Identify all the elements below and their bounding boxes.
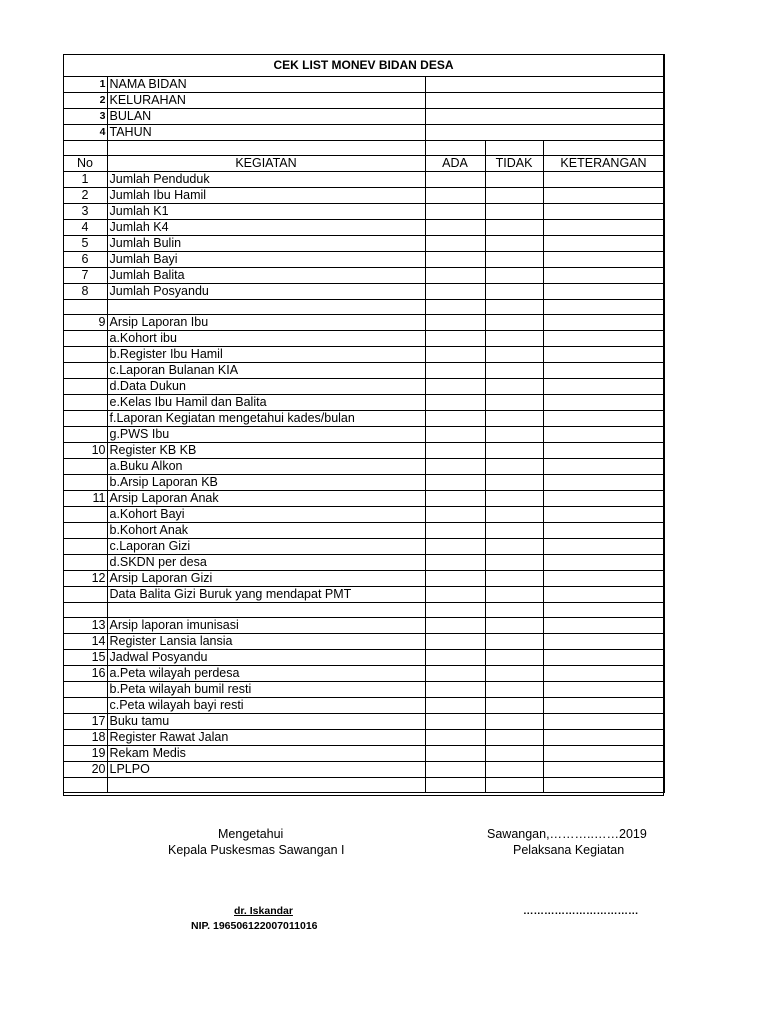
row-number [63, 426, 107, 442]
row-kegiatan: b.Peta wilayah bumil resti [107, 681, 425, 697]
place-date-label: Sawangan,………..……2019 [487, 827, 647, 841]
row-ada-cell [425, 602, 485, 617]
identity-row [63, 108, 664, 124]
identity-value-cell [425, 124, 664, 140]
row-tidak-cell [485, 235, 543, 251]
row-kegiatan: a.Kohort Bayi [107, 506, 425, 522]
row-keterangan-cell [543, 458, 664, 474]
row-kegiatan: Jumlah Bayi [107, 251, 425, 267]
row-keterangan-cell [543, 761, 664, 777]
table-row [63, 633, 664, 649]
row-kegiatan: c.Laporan Gizi [107, 538, 425, 554]
row-kegiatan: Buku tamu [107, 713, 425, 729]
row-kegiatan: a.Peta wilayah perdesa [107, 665, 425, 681]
row-kegiatan: a.Kohort ibu [107, 330, 425, 346]
row-number: 10 [63, 442, 107, 458]
row-number: 16 [63, 665, 107, 681]
row-number: 5 [63, 235, 107, 251]
row-number [63, 362, 107, 378]
table-row [63, 697, 664, 713]
row-number: 9 [63, 314, 107, 330]
row-tidak-cell [485, 426, 543, 442]
table-row [63, 586, 664, 602]
row-kegiatan: Jumlah Balita [107, 267, 425, 283]
row-keterangan-cell [543, 665, 664, 681]
row-keterangan-cell [543, 506, 664, 522]
table-row [63, 442, 664, 458]
row-ada-cell [425, 633, 485, 649]
row-kegiatan: d.Data Dukun [107, 378, 425, 394]
row-kegiatan: Jadwal Posyandu [107, 649, 425, 665]
row-tidak-cell [485, 490, 543, 506]
row-tidak-cell [485, 203, 543, 219]
row-kegiatan: Jumlah Ibu Hamil [107, 187, 425, 203]
row-number [63, 378, 107, 394]
table-row [63, 187, 664, 203]
row-keterangan-cell [543, 346, 664, 362]
kepala-puskesmas-label: Kepala Puskesmas Sawangan I [168, 843, 345, 857]
row-keterangan-cell [543, 410, 664, 426]
row-keterangan-cell [543, 426, 664, 442]
identity-label: TAHUN [107, 124, 425, 140]
row-ada-cell [425, 570, 485, 586]
row-ada-cell [425, 442, 485, 458]
row-tidak-cell [485, 346, 543, 362]
row-number: 6 [63, 251, 107, 267]
row-ada-cell [425, 458, 485, 474]
row-ada-cell [425, 267, 485, 283]
row-tidak-cell [485, 633, 543, 649]
row-number: 18 [63, 729, 107, 745]
row-keterangan-cell [543, 267, 664, 283]
row-number: 3 [63, 203, 107, 219]
row-tidak-cell [485, 777, 543, 792]
row-number: 4 [63, 219, 107, 235]
row-tidak-cell [485, 442, 543, 458]
table-row [63, 362, 664, 378]
identity-number: 1 [63, 76, 107, 92]
row-keterangan-cell [543, 251, 664, 267]
table-row [63, 602, 664, 617]
row-ada-cell [425, 410, 485, 426]
row-keterangan-cell [543, 299, 664, 314]
row-ada-cell [425, 761, 485, 777]
table-row [63, 314, 664, 330]
row-number [63, 777, 107, 792]
identity-number: 4 [63, 124, 107, 140]
checklist-table [63, 54, 665, 793]
table-row [63, 330, 664, 346]
row-ada-cell [425, 394, 485, 410]
identity-row [63, 124, 664, 140]
identity-label: KELURAHAN [107, 92, 425, 108]
table-row [63, 554, 664, 570]
row-tidak-cell [485, 378, 543, 394]
row-kegiatan: Register KB KB [107, 442, 425, 458]
row-ada-cell [425, 538, 485, 554]
row-kegiatan: e.Kelas Ibu Hamil dan Balita [107, 394, 425, 410]
row-tidak-cell [485, 299, 543, 314]
row-ada-cell [425, 665, 485, 681]
table-row [63, 299, 664, 314]
row-keterangan-cell [543, 649, 664, 665]
spacer-row [63, 140, 664, 155]
table-row [63, 506, 664, 522]
keterangan-cell [543, 140, 664, 155]
row-keterangan-cell [543, 617, 664, 633]
row-ada-cell [425, 426, 485, 442]
row-ada-cell [425, 617, 485, 633]
kegiatan-cell [107, 140, 425, 155]
row-keterangan-cell [543, 586, 664, 602]
table-row [63, 681, 664, 697]
row-kegiatan: Jumlah K1 [107, 203, 425, 219]
row-number [63, 538, 107, 554]
table-row [63, 394, 664, 410]
identity-value-cell [425, 92, 664, 108]
row-tidak-cell [485, 171, 543, 187]
row-keterangan-cell [543, 538, 664, 554]
row-number: 11 [63, 490, 107, 506]
tidak-cell [485, 140, 543, 155]
row-kegiatan: Data Balita Gizi Buruk yang mendapat PMT [107, 586, 425, 602]
row-number: 2 [63, 187, 107, 203]
table-row [63, 203, 664, 219]
table-row [63, 474, 664, 490]
row-tidak-cell [485, 665, 543, 681]
row-ada-cell [425, 219, 485, 235]
row-kegiatan: f.Laporan Kegiatan mengetahui kades/bulan [107, 410, 425, 426]
row-tidak-cell [485, 602, 543, 617]
row-ada-cell [425, 649, 485, 665]
row-tidak-cell [485, 267, 543, 283]
row-ada-cell [425, 554, 485, 570]
identity-value-cell [425, 108, 664, 124]
row-kegiatan: Rekam Medis [107, 745, 425, 761]
column-header-ada: ADA [425, 155, 485, 171]
row-ada-cell [425, 777, 485, 792]
row-tidak-cell [485, 219, 543, 235]
row-keterangan-cell [543, 681, 664, 697]
row-number [63, 299, 107, 314]
row-kegiatan: Jumlah Penduduk [107, 171, 425, 187]
row-keterangan-cell [543, 474, 664, 490]
row-kegiatan: Jumlah Bulin [107, 235, 425, 251]
row-ada-cell [425, 171, 485, 187]
table-row [63, 219, 664, 235]
row-keterangan-cell [543, 394, 664, 410]
row-tidak-cell [485, 745, 543, 761]
row-kegiatan: a.Buku Alkon [107, 458, 425, 474]
row-tidak-cell [485, 538, 543, 554]
table-row [63, 649, 664, 665]
row-ada-cell [425, 251, 485, 267]
row-tidak-cell [485, 697, 543, 713]
row-ada-cell [425, 506, 485, 522]
row-ada-cell [425, 586, 485, 602]
signer-name: dr. Iskandar [234, 905, 293, 917]
table-row [63, 458, 664, 474]
column-header-no: No [63, 155, 107, 171]
row-ada-cell [425, 187, 485, 203]
signer-nip: NIP. 196506122007011016 [191, 920, 318, 932]
mengetahui-label: Mengetahui [218, 827, 284, 841]
table-row [63, 761, 664, 777]
row-kegiatan [107, 777, 425, 792]
table-row [63, 410, 664, 426]
row-ada-cell [425, 697, 485, 713]
table-row [63, 346, 664, 362]
row-keterangan-cell [543, 235, 664, 251]
row-number [63, 506, 107, 522]
row-keterangan-cell [543, 362, 664, 378]
row-number [63, 458, 107, 474]
row-tidak-cell [485, 617, 543, 633]
column-header-tidak: TIDAK [485, 155, 543, 171]
document-title: CEK LIST MONEV BIDAN DESA [63, 54, 664, 76]
row-kegiatan: c.Laporan Bulanan KIA [107, 362, 425, 378]
row-tidak-cell [485, 554, 543, 570]
row-number [63, 330, 107, 346]
identity-label: NAMA BIDAN [107, 76, 425, 92]
row-tidak-cell [485, 713, 543, 729]
row-tidak-cell [485, 729, 543, 745]
executor-name-placeholder: …………………………… [523, 905, 639, 917]
row-tidak-cell [485, 314, 543, 330]
table-row [63, 617, 664, 633]
row-kegiatan: Register Rawat Jalan [107, 729, 425, 745]
row-keterangan-cell [543, 697, 664, 713]
row-keterangan-cell [543, 283, 664, 299]
row-number [63, 681, 107, 697]
row-keterangan-cell [543, 442, 664, 458]
row-tidak-cell [485, 410, 543, 426]
row-ada-cell [425, 283, 485, 299]
column-header-kegiatan: KEGIATAN [107, 155, 425, 171]
row-tidak-cell [485, 330, 543, 346]
row-kegiatan [107, 602, 425, 617]
row-tidak-cell [485, 506, 543, 522]
table-row [63, 522, 664, 538]
row-tidak-cell [485, 474, 543, 490]
row-number [63, 346, 107, 362]
row-tidak-cell [485, 681, 543, 697]
row-number: 17 [63, 713, 107, 729]
table-row [63, 777, 664, 792]
row-number [63, 586, 107, 602]
row-kegiatan: b.Kohort Anak [107, 522, 425, 538]
row-keterangan-cell [543, 171, 664, 187]
row-number: 15 [63, 649, 107, 665]
table-row [63, 378, 664, 394]
row-number: 14 [63, 633, 107, 649]
row-kegiatan: c.Peta wilayah bayi resti [107, 697, 425, 713]
identity-number: 2 [63, 92, 107, 108]
row-tidak-cell [485, 362, 543, 378]
row-ada-cell [425, 330, 485, 346]
row-tidak-cell [485, 458, 543, 474]
row-ada-cell [425, 729, 485, 745]
row-kegiatan: Arsip laporan imunisasi [107, 617, 425, 633]
row-ada-cell [425, 346, 485, 362]
table-row [63, 235, 664, 251]
row-keterangan-cell [543, 777, 664, 792]
identity-label: BULAN [107, 108, 425, 124]
row-ada-cell [425, 522, 485, 538]
table-row [63, 426, 664, 442]
row-ada-cell [425, 713, 485, 729]
row-tidak-cell [485, 283, 543, 299]
row-number [63, 522, 107, 538]
row-tidak-cell [485, 522, 543, 538]
row-number [63, 474, 107, 490]
row-keterangan-cell [543, 633, 664, 649]
row-keterangan-cell [543, 570, 664, 586]
row-keterangan-cell [543, 219, 664, 235]
row-keterangan-cell [543, 187, 664, 203]
row-keterangan-cell [543, 522, 664, 538]
row-keterangan-cell [543, 745, 664, 761]
row-ada-cell [425, 299, 485, 314]
row-tidak-cell [485, 586, 543, 602]
row-ada-cell [425, 745, 485, 761]
row-ada-cell [425, 378, 485, 394]
row-ada-cell [425, 235, 485, 251]
row-keterangan-cell [543, 330, 664, 346]
row-kegiatan: Register Lansia lansia [107, 633, 425, 649]
row-tidak-cell [485, 394, 543, 410]
row-ada-cell [425, 681, 485, 697]
table-row [63, 538, 664, 554]
row-number [63, 554, 107, 570]
row-keterangan-cell [543, 314, 664, 330]
row-tidak-cell [485, 570, 543, 586]
identity-value-cell [425, 76, 664, 92]
checklist-sheet [63, 54, 664, 796]
pelaksana-kegiatan-label: Pelaksana Kegiatan [513, 843, 625, 857]
ada-cell [425, 140, 485, 155]
table-row [63, 713, 664, 729]
row-kegiatan: Arsip Laporan Ibu [107, 314, 425, 330]
row-keterangan-cell [543, 729, 664, 745]
row-kegiatan [107, 299, 425, 314]
row-kegiatan: g.PWS Ibu [107, 426, 425, 442]
table-row [63, 283, 664, 299]
table-row [63, 251, 664, 267]
row-number [63, 602, 107, 617]
row-kegiatan: Arsip Laporan Anak [107, 490, 425, 506]
table-row [63, 745, 664, 761]
row-keterangan-cell [543, 602, 664, 617]
row-number: 13 [63, 617, 107, 633]
no-cell [63, 140, 107, 155]
column-header-row [63, 155, 664, 171]
identity-row [63, 92, 664, 108]
row-number [63, 394, 107, 410]
row-keterangan-cell [543, 203, 664, 219]
row-number [63, 697, 107, 713]
table-row [63, 171, 664, 187]
row-ada-cell [425, 490, 485, 506]
table-row [63, 490, 664, 506]
row-keterangan-cell [543, 378, 664, 394]
row-kegiatan: Jumlah K4 [107, 219, 425, 235]
row-ada-cell [425, 314, 485, 330]
table-row [63, 729, 664, 745]
row-number [63, 410, 107, 426]
row-number: 12 [63, 570, 107, 586]
row-ada-cell [425, 203, 485, 219]
row-tidak-cell [485, 251, 543, 267]
row-keterangan-cell [543, 713, 664, 729]
row-keterangan-cell [543, 490, 664, 506]
row-tidak-cell [485, 187, 543, 203]
row-number: 7 [63, 267, 107, 283]
row-number: 8 [63, 283, 107, 299]
row-kegiatan: LPLPO [107, 761, 425, 777]
row-number: 19 [63, 745, 107, 761]
table-row [63, 665, 664, 681]
row-kegiatan: Jumlah Posyandu [107, 283, 425, 299]
row-number: 20 [63, 761, 107, 777]
row-ada-cell [425, 362, 485, 378]
row-keterangan-cell [543, 554, 664, 570]
row-tidak-cell [485, 649, 543, 665]
table-row [63, 267, 664, 283]
row-kegiatan: d.SKDN per desa [107, 554, 425, 570]
column-header-keterangan: KETERANGAN [543, 155, 664, 171]
row-kegiatan: b.Arsip Laporan KB [107, 474, 425, 490]
table-row [63, 570, 664, 586]
row-ada-cell [425, 474, 485, 490]
row-kegiatan: Arsip Laporan Gizi [107, 570, 425, 586]
row-number: 1 [63, 171, 107, 187]
row-kegiatan: b.Register Ibu Hamil [107, 346, 425, 362]
identity-row [63, 76, 664, 92]
row-tidak-cell [485, 761, 543, 777]
identity-number: 3 [63, 108, 107, 124]
